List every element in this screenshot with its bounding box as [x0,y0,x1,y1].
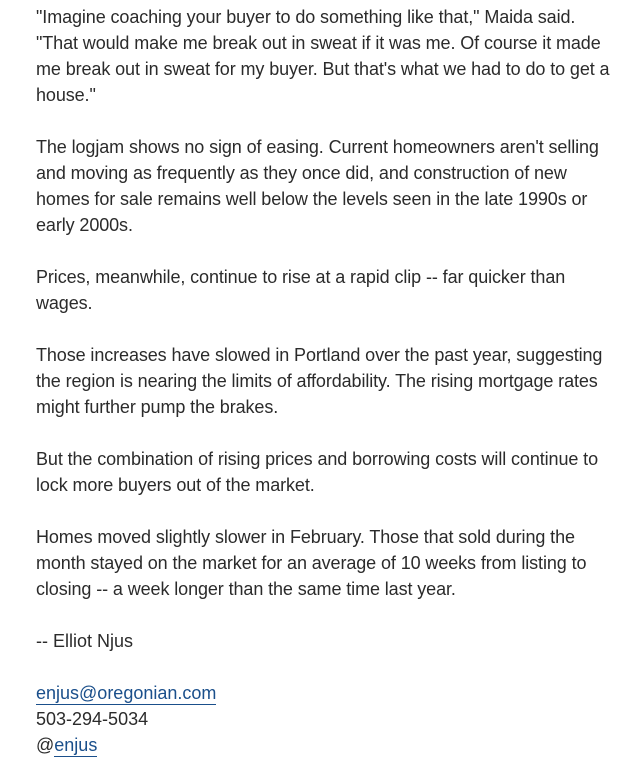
article-paragraph-2: The logjam shows no sign of easing. Current homeowners aren't selling and moving as frequently as they once did, and construction of new homes for sale remains well below the levels seen in the late 1990s or early 2000s. [36,137,599,235]
article-paragraph-1: "Imagine coaching your buyer to do something like that," Maida said. "That would make me break out in sweat if it was me. Of course it made me break out in sweat for my buyer. But that's what we had to do to get a house." [36,7,610,105]
article-paragraph-6: Homes moved slightly slower in February. Those that sold during the month stayed on the market for an average of 10 weeks from listing to closing -- a week longer than the same time last year. [36,527,587,599]
author-twitter-link[interactable]: enjus [54,735,98,755]
article-paragraph-4: Those increases have slowed in Portland over the past year, suggesting the region is nearing the limits of affordability. The rising mortgage rates might further pump the brakes. [36,345,603,417]
author-email-link[interactable]: enjus@oregonian.com [36,683,217,703]
twitter-line [36,732,618,758]
author-phone: 503-294-5034 [36,709,149,729]
author-contact [36,680,618,758]
article-paragraph-3: Prices, meanwhile, continue to rise at a rapid clip -- far quicker than wages. [36,267,566,313]
author-byline: -- Elliot Njus [36,631,134,651]
twitter-at-sign: @ [36,735,55,755]
email-line [36,680,618,706]
article-paragraph-5: But the combination of rising prices and borrowing costs will continue to lock more buyers out of the market. [36,449,598,495]
